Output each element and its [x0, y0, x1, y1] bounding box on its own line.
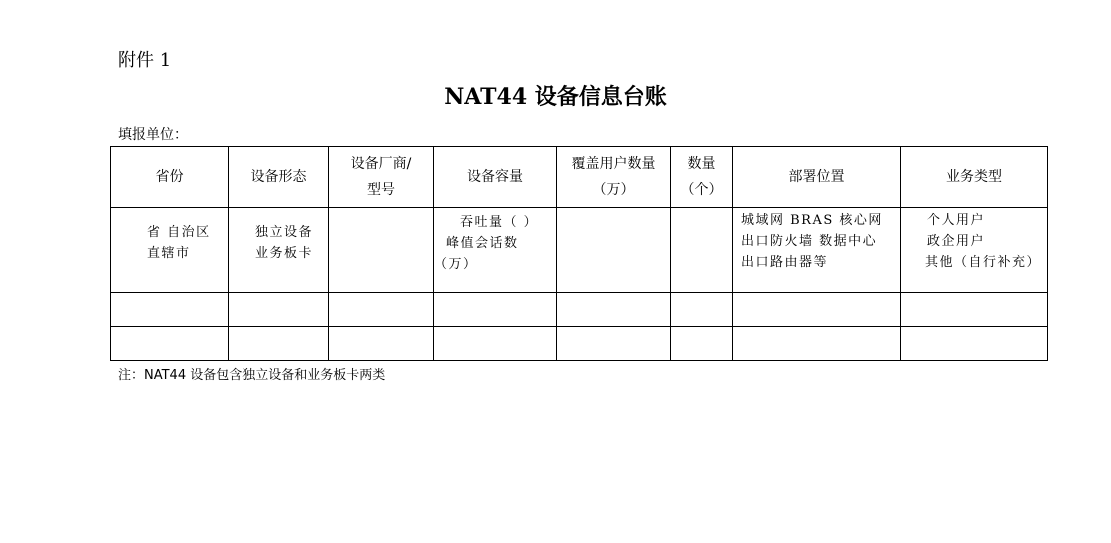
empty-cell [229, 327, 329, 361]
header-count: 数量 （个） [671, 147, 733, 208]
cell-vendor-model [329, 208, 434, 293]
empty-cell [557, 293, 671, 327]
empty-cell [111, 293, 229, 327]
device-ledger-table [110, 146, 1048, 361]
table-row [111, 293, 1048, 327]
page-title: NAT44 设备信息台账 [444, 84, 667, 110]
empty-cell [111, 327, 229, 361]
cell-device-form: 独立设备 业务板卡 [229, 208, 329, 293]
header-device-form: 设备形态 [229, 147, 329, 208]
cell-capacity: 吞吐量（ ） 峰值会话数 （万） [434, 208, 557, 293]
empty-cell [733, 293, 901, 327]
header-covered-users: 覆盖用户数量 （万） [557, 147, 671, 208]
table-row [111, 327, 1048, 361]
empty-cell [671, 327, 733, 361]
empty-cell [434, 293, 557, 327]
empty-cell [901, 327, 1048, 361]
filler-unit-label: 填报单位： [118, 127, 188, 143]
header-business-type: 业务类型 [901, 147, 1048, 208]
empty-cell [434, 327, 557, 361]
empty-cell [901, 293, 1048, 327]
cell-covered-users [557, 208, 671, 293]
cell-count [671, 208, 733, 293]
empty-cell [329, 327, 434, 361]
empty-cell [329, 293, 434, 327]
table-header-row [111, 147, 1048, 208]
empty-cell [671, 293, 733, 327]
empty-cell [229, 293, 329, 327]
cell-business-type: 个人用户 政企用户 其他（自行补充） [901, 208, 1048, 293]
header-capacity: 设备容量 [434, 147, 557, 208]
attachment-label: 附件 1 [118, 50, 172, 71]
header-province: 省份 [111, 147, 229, 208]
header-vendor-model: 设备厂商/ 型号 [329, 147, 434, 208]
header-deploy-location: 部署位置 [733, 147, 901, 208]
footnote: 注：NAT44 设备包含独立设备和业务板卡两类 [118, 368, 386, 383]
table-row [111, 208, 1048, 293]
empty-cell [733, 327, 901, 361]
cell-province: 省 自治区 直辖市 [111, 208, 229, 293]
cell-deploy-location: 城域网 BRAS 核心网 出口防火墙 数据中心 出口路由器等 [733, 208, 901, 293]
empty-cell [557, 327, 671, 361]
